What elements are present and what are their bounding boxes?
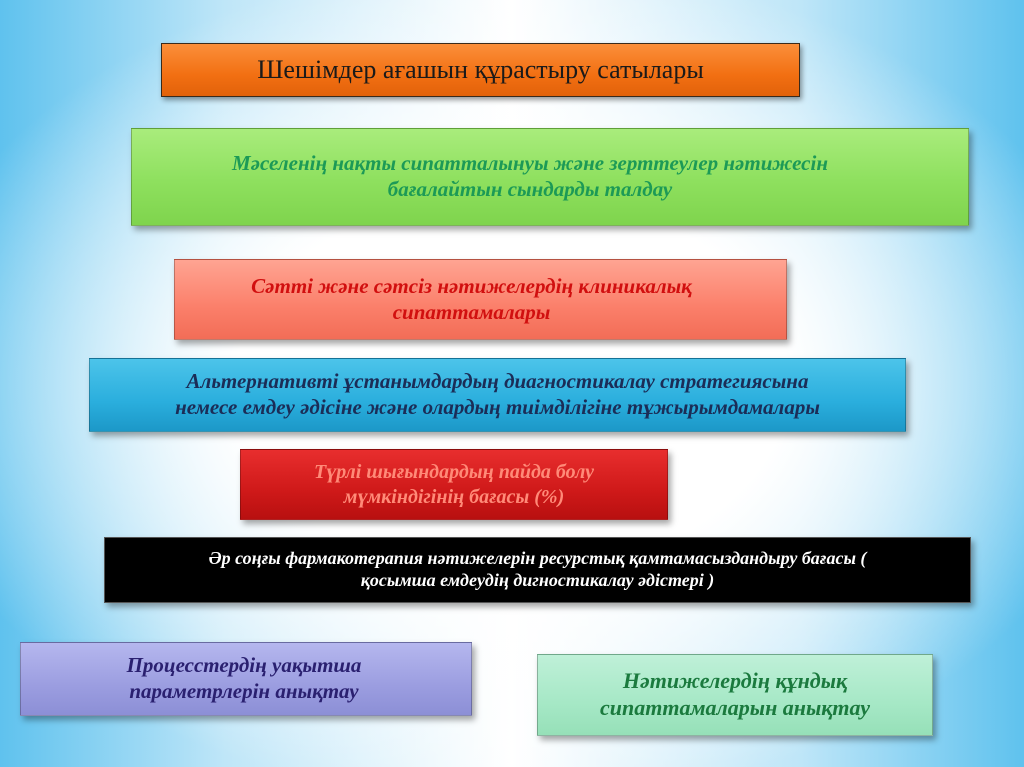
step-cost-probability-line-2: мүмкіндігінің бағасы (%) (343, 485, 565, 508)
step-resource-evaluation-line-1: Әр соңғы фармакотерапия нәтижелерін ресурстық қамтамасыздандыру бағасы ( (208, 548, 867, 569)
step-value-characteristics-text (600, 668, 870, 722)
slide-title-box (161, 43, 800, 97)
step-time-parameters-text (127, 653, 362, 704)
step-alternative-strategies-line-2: немесе емдеу әдісіне және олардың тиімділігіне тұжырымдамалары (175, 395, 820, 419)
step-problem-analysis-text (232, 151, 828, 202)
step-clinical-outcomes-line-1: Сәтті және сәтсіз нәтижелердің клиникалық (251, 273, 692, 298)
step-value-characteristics-line-2: сипаттамаларын анықтау (599, 695, 870, 720)
step-resource-evaluation-box (104, 537, 971, 603)
step-cost-probability-box (240, 449, 668, 520)
step-clinical-outcomes-line-2: сипаттамалары (392, 299, 551, 324)
step-alternative-strategies-text (175, 369, 820, 420)
step-resource-evaluation-text (209, 548, 867, 592)
step-time-parameters-line-2: параметрлерін анықтау (129, 679, 359, 703)
step-problem-analysis-line-2: бағалайтын сындарды талдау (387, 177, 673, 201)
step-problem-analysis-line-1: Мәселенің нақты сипатталынуы және зерттеулер нәтижесін (232, 151, 828, 176)
step-resource-evaluation-line-2: қосымша емдеудің дигностикалау әдістері ) (360, 570, 715, 590)
step-time-parameters-box (20, 642, 472, 716)
step-alternative-strategies-line-1: Альтернативті ұстанымдардың диагностикалау стратегиясына (186, 369, 809, 394)
step-problem-analysis-box (131, 128, 969, 226)
step-cost-probability-text (314, 460, 594, 509)
step-clinical-outcomes-box (174, 259, 787, 340)
step-value-characteristics-box (537, 654, 933, 736)
step-value-characteristics-line-1: Нәтижелердің құндық (622, 668, 848, 694)
step-time-parameters-line-1: Процесстердің уақытша (126, 653, 362, 678)
slide-title: Шешімдер ағашын құрастыру сатылары (257, 55, 704, 85)
step-clinical-outcomes-text (251, 274, 692, 325)
step-cost-probability-line-1: Түрлі шығындардың пайда болу (314, 461, 594, 484)
step-alternative-strategies-box (89, 358, 906, 432)
